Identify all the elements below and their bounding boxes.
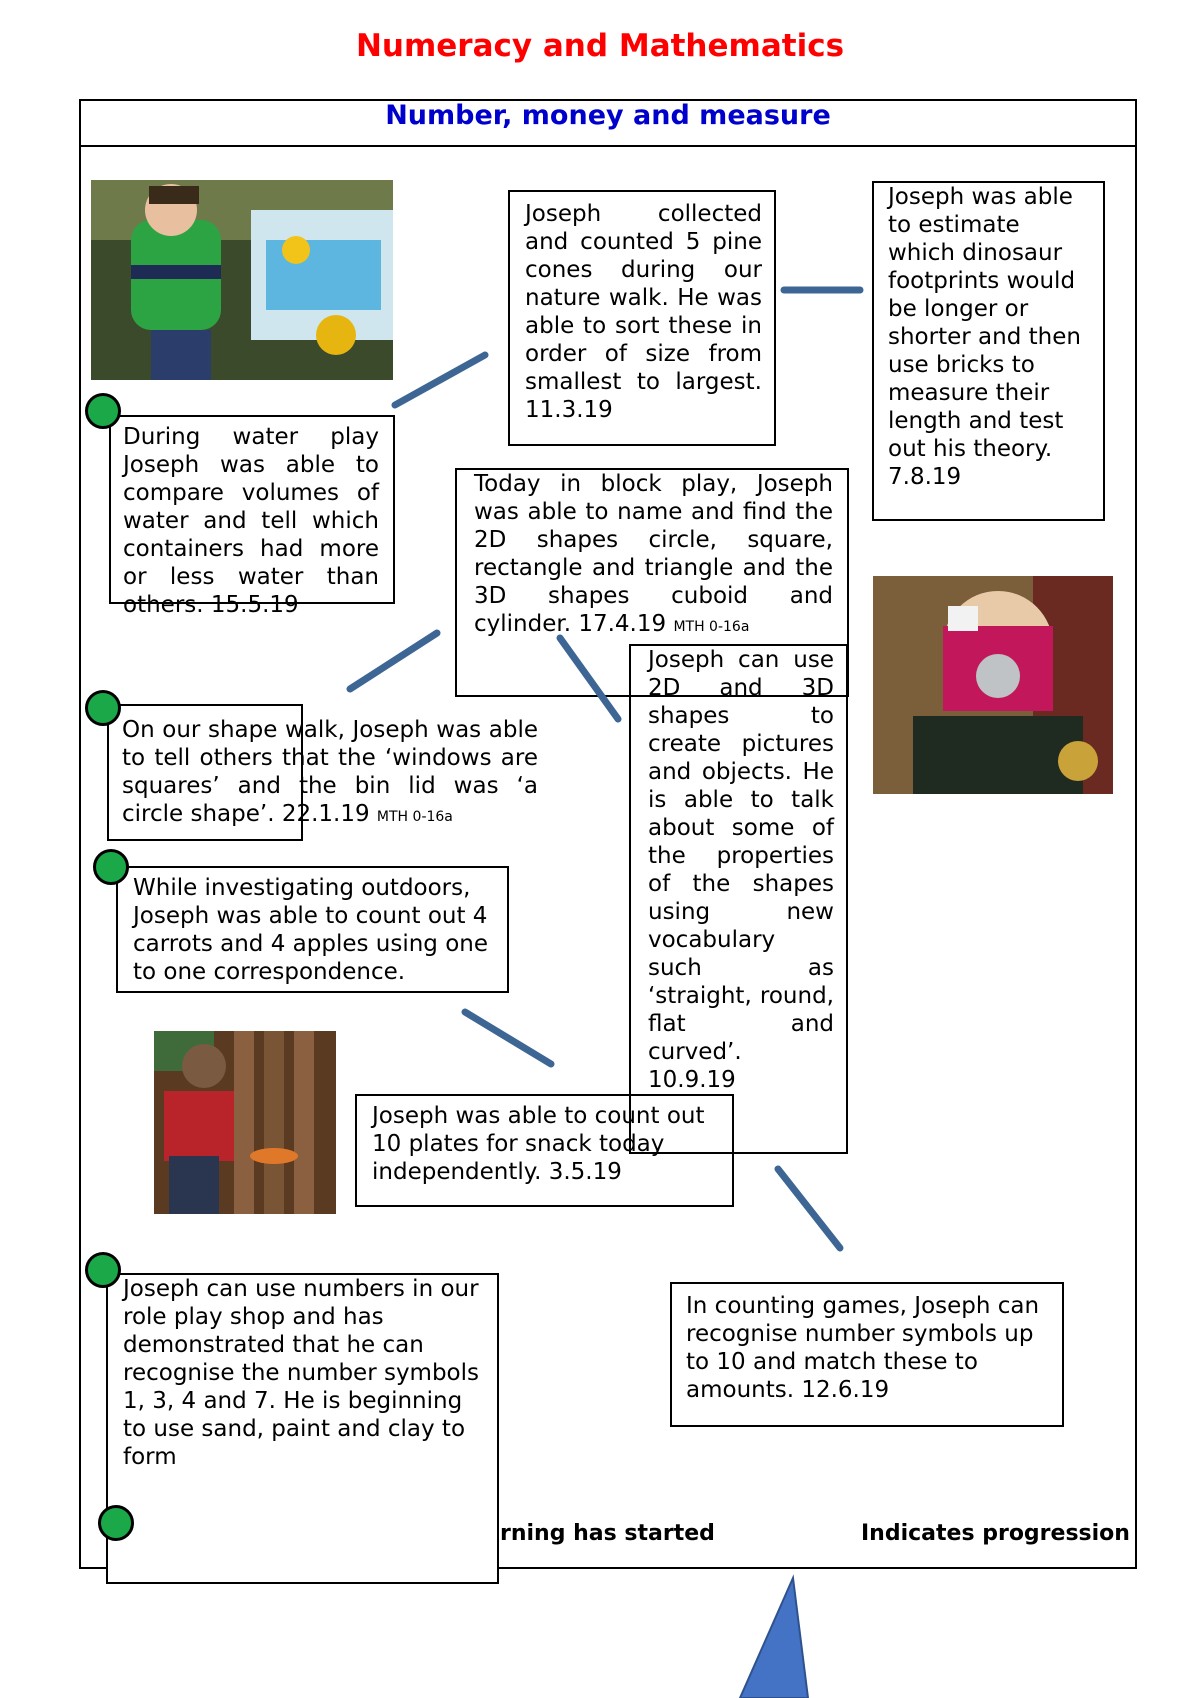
observation-2d-3d-shapes: Joseph can use 2D and 3D shapes to create pictures and objects. He is able to talk about some of the properties of the shapes using new vocabulary such as ‘straight, round, flat and curved’. 10.9.19 xyxy=(629,644,848,1154)
observation-water-play: During water play Joseph was able to compare volumes of water and tell which containers had more or less water than others. 15.5.19 xyxy=(109,415,395,604)
observation-pine-cones: Joseph collected and counted 5 pine cones during our nature walk. He was able to sort these in order of size from smallest to largest. 11.3.19 xyxy=(508,190,776,446)
observation-counting-outdoors: While investigating outdoors, Joseph was able to count out 4 carrots and 4 apples using one to one correspondence. xyxy=(116,866,509,993)
big-arrow-icon xyxy=(740,1578,808,1698)
green-dot-icon xyxy=(98,1505,134,1541)
legend-started: rning has started xyxy=(500,1521,715,1546)
observation-dinosaur-footprints: Joseph was able to estimate which dinosaur footprints would be longer or shorter and then use bricks to measure their length and test out his theory. 7.8.19 xyxy=(872,181,1105,521)
green-dot-icon xyxy=(85,393,121,429)
observation-block-play: Today in block play, Joseph was able to name and find the 2D shapes circle, square, rectangle and triangle and the 3D shapes cuboid and cylinder. 17.4.19 MTH 0-16a xyxy=(455,468,849,697)
photo-water-play xyxy=(91,180,393,380)
observation-counting-games: In counting games, Joseph can recognise number symbols up to 10 and match these to amounts. 12.6.19 xyxy=(670,1282,1064,1427)
page-title: Numeracy and Mathematics xyxy=(355,28,845,64)
photo-carrots-fence xyxy=(154,1031,336,1214)
photo-camera-craft xyxy=(873,576,1113,794)
green-dot-icon xyxy=(85,1252,121,1288)
observation-shape-walk: On our shape walk, Joseph was able to tell others that the ‘windows are squares’ and the bin lid was ‘a circle shape’. 22.1.19 MTH 0-16a xyxy=(122,717,538,827)
legend-progression: Indicates progression xyxy=(861,1521,1130,1546)
observation-role-play: Joseph can use numbers in our role play shop and has demonstrated that he can recognise the number symbols 1, 3, 4 and 7. He is beginning to use sand, paint and clay to form xyxy=(106,1273,499,1584)
subheading: Number, money and measure xyxy=(385,100,831,131)
green-dot-icon xyxy=(85,690,121,726)
green-dot-icon xyxy=(93,849,129,885)
observation-plates: Joseph was able to count out 10 plates for snack today independently. 3.5.19 xyxy=(355,1094,734,1207)
